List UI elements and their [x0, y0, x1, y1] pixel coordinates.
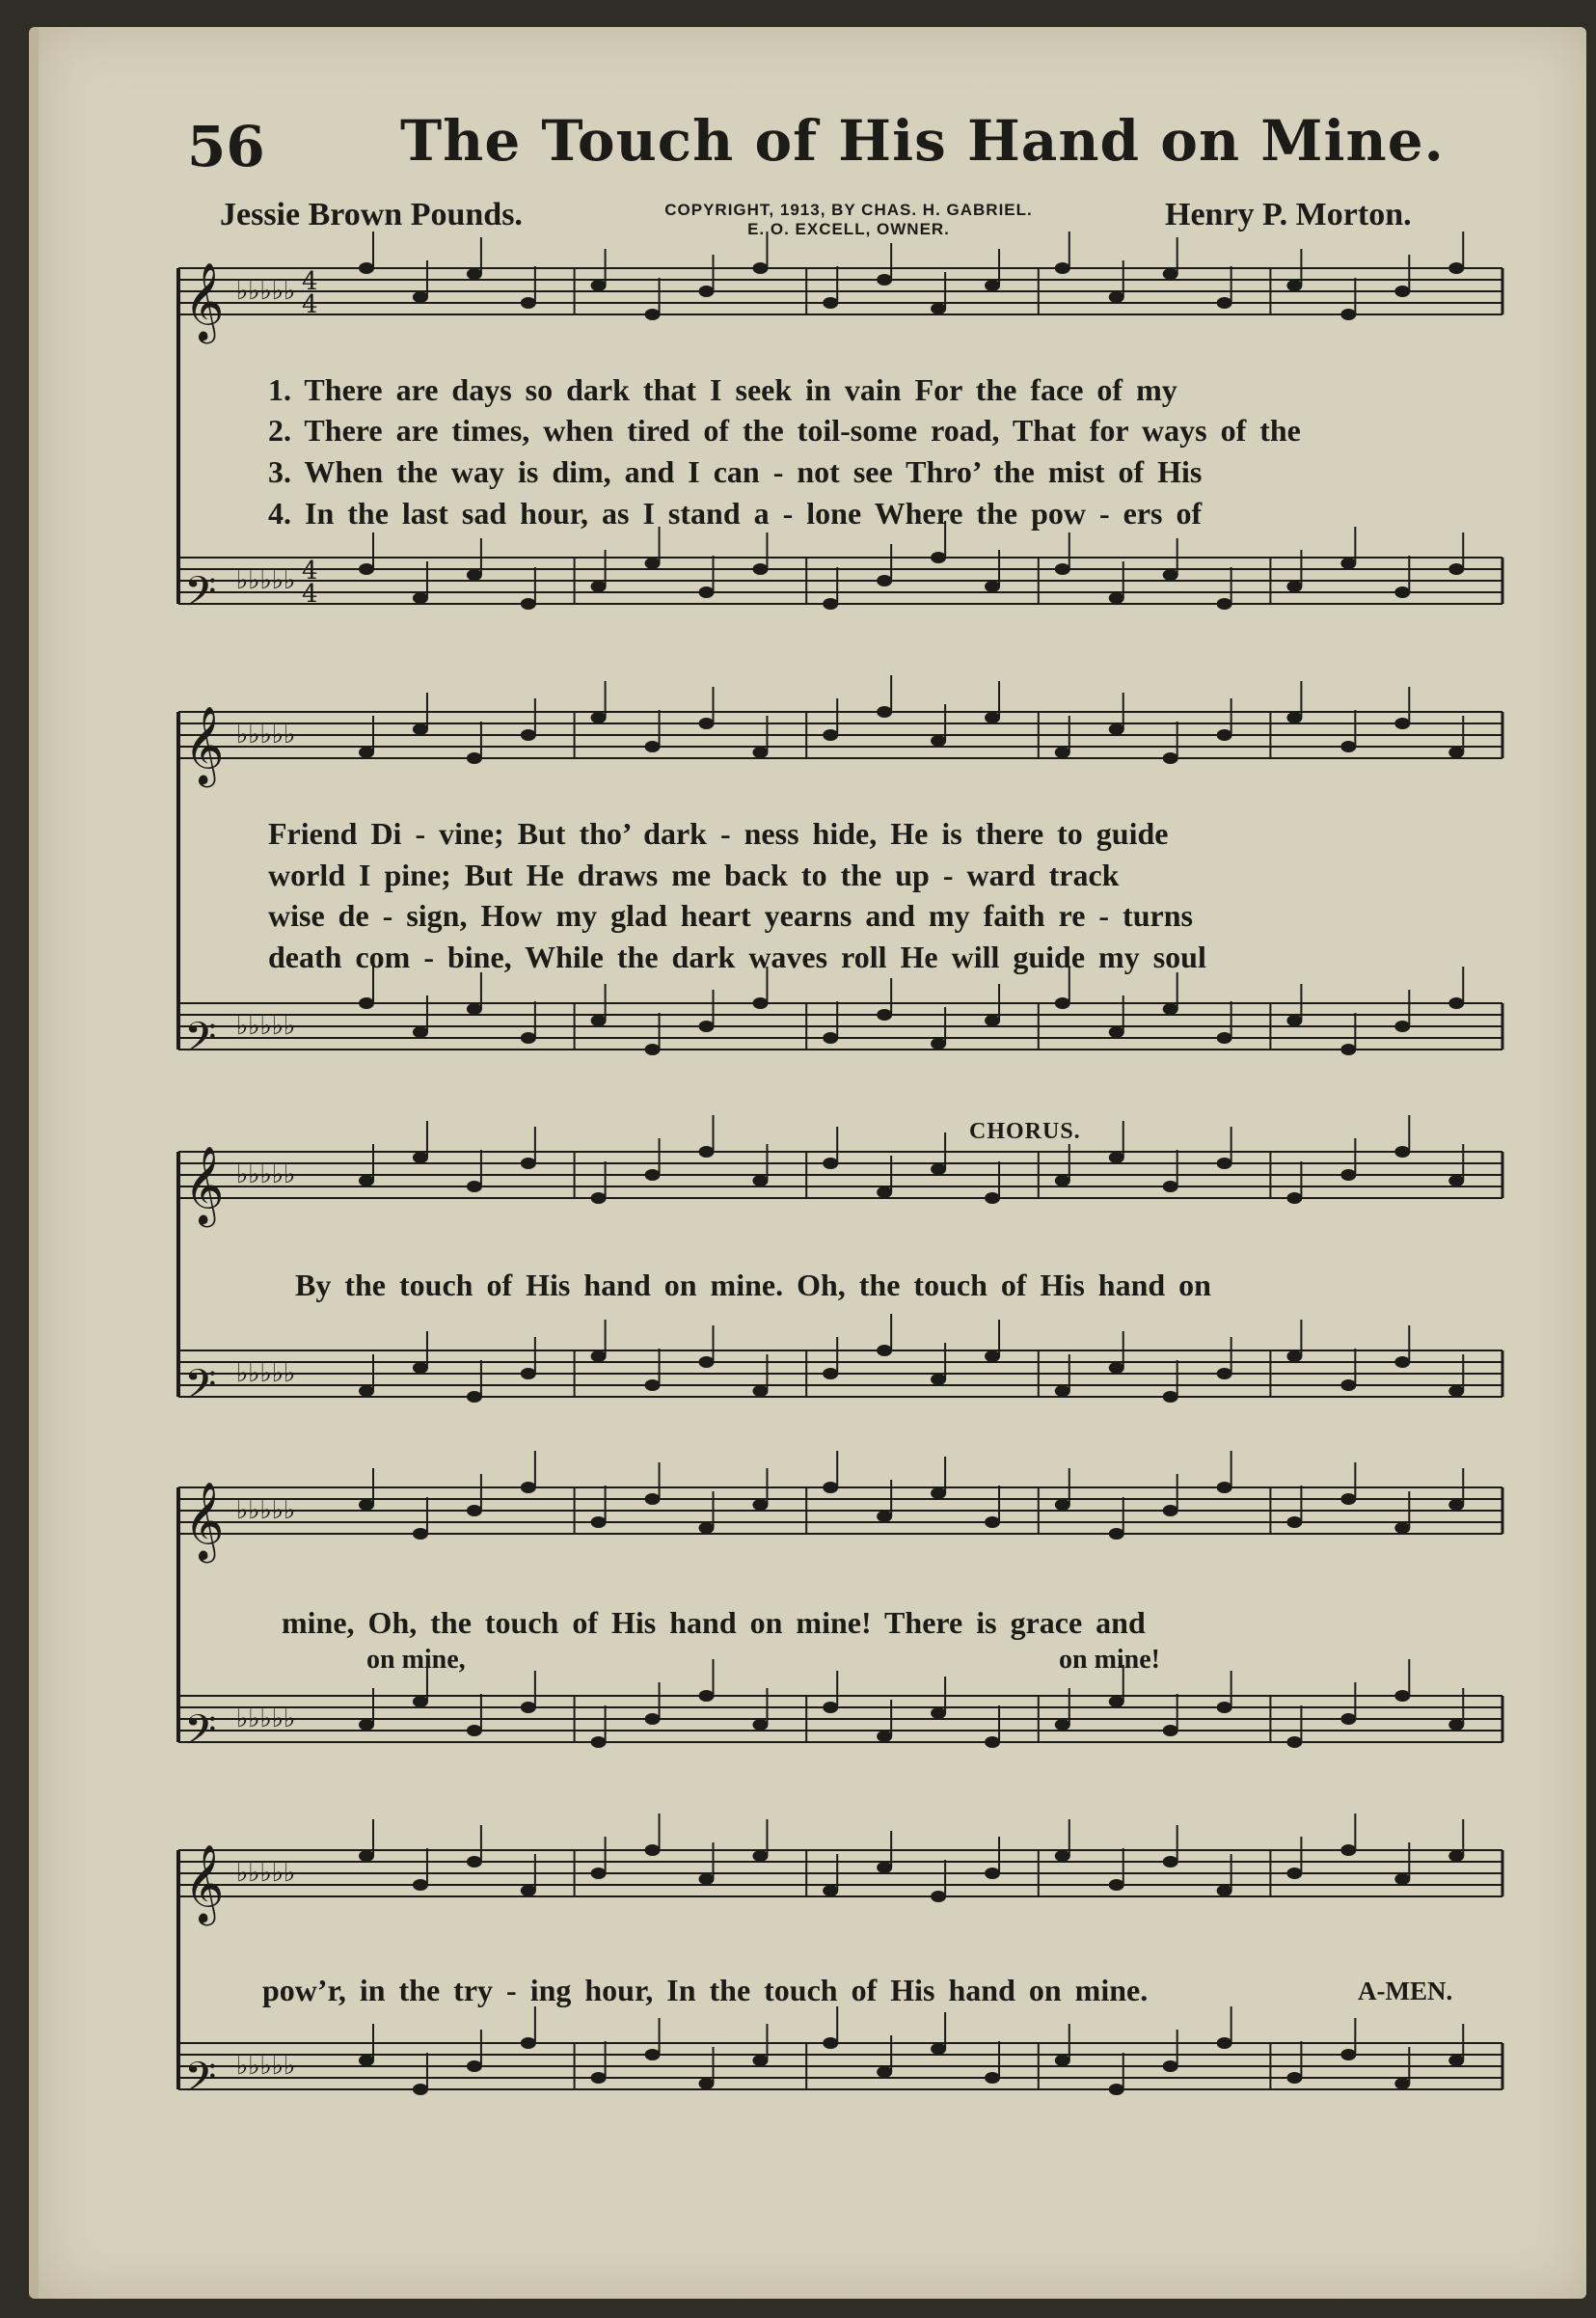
note-head: [521, 1482, 536, 1493]
note-head: [1394, 286, 1410, 297]
treble-clef-icon: 𝄞: [184, 1145, 225, 1224]
note-head: [931, 735, 946, 747]
note-head: [931, 552, 946, 563]
note-head: [521, 1032, 536, 1044]
note-head: [1340, 1493, 1356, 1505]
note-head: [1286, 280, 1302, 291]
bass-clef-icon: 𝄢: [184, 2054, 217, 2112]
time-signature-bottom: 4: [302, 290, 318, 319]
note-head: [1109, 1362, 1124, 1374]
note-head: [1340, 1044, 1356, 1055]
note-head: [1394, 1021, 1410, 1032]
hymn-number: 56: [187, 114, 265, 179]
note-head: [985, 581, 1000, 592]
note-head: [1055, 563, 1070, 575]
key-signature-icon: ♭♭♭♭♭: [236, 277, 296, 306]
verse-4-line-2: death com - bine, While the dark waves roll He will guide my soul: [268, 940, 1206, 974]
note-head: [467, 2060, 482, 2072]
note-head: [413, 1528, 428, 1540]
note-head: [359, 563, 374, 575]
note-head: [1163, 1505, 1178, 1516]
note-head: [699, 1873, 715, 1885]
hymn-title: The Touch of His Hand on Mine.: [400, 108, 1445, 174]
note-head: [1448, 1385, 1464, 1397]
note-head: [1055, 1499, 1070, 1511]
note-head: [752, 997, 768, 1009]
alto-echo-1: on mine,: [366, 1645, 466, 1675]
note-head: [645, 1379, 661, 1391]
note-head: [413, 1879, 428, 1891]
note-head: [877, 2066, 892, 2078]
note-head: [1163, 1181, 1178, 1192]
note-head: [413, 2084, 428, 2095]
note-head: [591, 581, 607, 592]
note-head: [1394, 1356, 1410, 1368]
note-head: [1163, 569, 1178, 581]
key-signature-icon: ♭♭♭♭♭: [236, 1496, 296, 1525]
note-head: [823, 1158, 838, 1169]
note-head: [699, 286, 715, 297]
note-head: [823, 1885, 838, 1896]
chorus-label: CHORUS.: [969, 1119, 1081, 1144]
note-head: [1217, 729, 1232, 741]
treble-clef-icon: 𝄞: [184, 1481, 225, 1560]
note-head: [931, 1487, 946, 1499]
note-head: [645, 2049, 661, 2060]
note-head: [521, 598, 536, 610]
note-head: [1286, 581, 1302, 592]
treble-clef-icon: 𝄞: [184, 261, 225, 341]
note-head: [1448, 262, 1464, 274]
note-head: [521, 2037, 536, 2049]
note-head: [591, 1192, 607, 1204]
note-head: [931, 1038, 946, 1050]
note-head: [1109, 2084, 1124, 2095]
note-head: [877, 575, 892, 586]
note-head: [1394, 1690, 1410, 1702]
note-head: [1163, 268, 1178, 280]
note-head: [359, 997, 374, 1009]
note-head: [467, 752, 482, 764]
note-head: [467, 1181, 482, 1192]
note-head: [1163, 1003, 1178, 1015]
note-head: [1217, 1368, 1232, 1379]
chorus-line-3: pow’r, in the try - ing hour, In the touch of His hand on mine.: [262, 1973, 1149, 2007]
note-head: [752, 1385, 768, 1397]
note-head: [1448, 1499, 1464, 1511]
note-head: [1109, 1026, 1124, 1038]
verse-1-line-1: 1. There are days so dark that I seek in vain For the face of my: [268, 372, 1177, 407]
note-head: [1217, 1158, 1232, 1169]
note-head: [359, 262, 374, 274]
note-head: [359, 2055, 374, 2066]
note-head: [645, 1493, 661, 1505]
note-head: [413, 592, 428, 604]
time-signature-top: 4: [302, 267, 318, 296]
copyright-line-2: E. O. EXCELL, OWNER.: [747, 220, 950, 238]
note-head: [877, 1731, 892, 1742]
treble-clef-icon: 𝄞: [184, 705, 225, 784]
note-head: [1340, 558, 1356, 569]
note-head: [1217, 1885, 1232, 1896]
key-signature-icon: ♭♭♭♭♭: [236, 721, 296, 750]
verse-1-line-2: Friend Di - vine; But tho’ dark - ness hide, He is there to guide: [268, 816, 1169, 851]
note-head: [413, 291, 428, 303]
note-head: [1340, 1169, 1356, 1181]
note-head: [699, 718, 715, 729]
note-head: [699, 1356, 715, 1368]
note-head: [931, 303, 946, 314]
note-head: [985, 1868, 1000, 1879]
note-head: [877, 1009, 892, 1021]
note-head: [1109, 291, 1124, 303]
note-head: [877, 274, 892, 286]
note-head: [823, 1032, 838, 1044]
note-head: [467, 268, 482, 280]
note-head: [699, 586, 715, 598]
note-head: [1109, 1528, 1124, 1540]
note-head: [931, 1707, 946, 1719]
alto-echo-2: on mine!: [1059, 1645, 1160, 1675]
time-signature-top: 4: [302, 557, 318, 586]
note-head: [1055, 1385, 1070, 1397]
note-head: [1286, 1516, 1302, 1528]
note-head: [467, 1391, 482, 1403]
note-head: [931, 1891, 946, 1902]
note-head: [591, 1736, 607, 1748]
note-head: [1217, 1702, 1232, 1713]
note-head: [591, 1868, 607, 1879]
note-head: [645, 558, 661, 569]
note-head: [1340, 1844, 1356, 1856]
note-head: [1286, 712, 1302, 723]
note-head: [985, 2072, 1000, 2084]
note-head: [1448, 1850, 1464, 1862]
note-head: [413, 1152, 428, 1163]
note-head: [1340, 741, 1356, 752]
note-head: [467, 1725, 482, 1736]
note-head: [1340, 309, 1356, 320]
verse-3-line-2: wise de - sign, How my glad heart yearns and my faith re - turns: [268, 898, 1193, 933]
note-head: [645, 1044, 661, 1055]
note-head: [752, 1499, 768, 1511]
note-head: [823, 1482, 838, 1493]
note-head: [1163, 1725, 1178, 1736]
note-head: [1340, 2049, 1356, 2060]
note-head: [699, 2078, 715, 2089]
note-head: [591, 712, 607, 723]
key-signature-icon: ♭♭♭♭♭: [236, 1160, 296, 1189]
bass-clef-icon: 𝄢: [184, 1706, 217, 1764]
note-head: [823, 598, 838, 610]
note-head: [985, 1192, 1000, 1204]
note-head: [752, 1719, 768, 1731]
note-head: [1448, 563, 1464, 575]
note-head: [823, 1702, 838, 1713]
note-head: [1055, 747, 1070, 758]
note-head: [931, 2043, 946, 2055]
note-head: [1286, 1192, 1302, 1204]
note-head: [359, 1175, 374, 1186]
note-head: [823, 1368, 838, 1379]
verse-2-line-2: world I pine; But He draws me back to the up - ward track: [268, 858, 1120, 892]
note-head: [591, 2072, 607, 2084]
note-head: [823, 729, 838, 741]
bass-clef-icon: 𝄢: [184, 1014, 217, 1072]
time-signature-bottom: 4: [302, 580, 318, 609]
note-head: [1109, 592, 1124, 604]
note-head: [591, 1015, 607, 1026]
note-head: [752, 1175, 768, 1186]
note-head: [1055, 1175, 1070, 1186]
note-head: [752, 1850, 768, 1862]
note-head: [359, 1850, 374, 1862]
key-signature-icon: ♭♭♭♭♭: [236, 2052, 296, 2081]
note-head: [645, 309, 661, 320]
bass-clef-icon: 𝄢: [184, 568, 217, 626]
note-head: [1163, 1856, 1178, 1868]
verse-3-line-1: 3. When the way is dim, and I can - not see Thro’ the mist of His: [268, 454, 1203, 489]
note-head: [645, 741, 661, 752]
note-head: [1286, 1015, 1302, 1026]
note-head: [1394, 1146, 1410, 1158]
note-head: [1055, 997, 1070, 1009]
chorus-line-1: By the touch of His hand on mine. Oh, the touch of His hand on: [295, 1268, 1211, 1302]
verse-2-line-1: 2. There are times, when tired of the toil-some road, That for ways of the: [268, 413, 1301, 448]
note-head: [1055, 1850, 1070, 1862]
note-head: [413, 1026, 428, 1038]
note-head: [467, 1505, 482, 1516]
note-head: [467, 1003, 482, 1015]
note-head: [1217, 2037, 1232, 2049]
note-head: [413, 1696, 428, 1707]
note-head: [521, 1368, 536, 1379]
note-head: [985, 712, 1000, 723]
note-head: [1109, 1879, 1124, 1891]
note-head: [1163, 752, 1178, 764]
chorus-line-2: mine, Oh, the touch of His hand on mine! There is grace and: [282, 1605, 1146, 1640]
note-head: [359, 1385, 374, 1397]
note-head: [877, 1345, 892, 1356]
note-head: [645, 1713, 661, 1725]
note-head: [359, 1719, 374, 1731]
note-head: [1448, 997, 1464, 1009]
note-head: [1448, 2055, 1464, 2066]
note-head: [591, 1516, 607, 1528]
note-head: [1394, 718, 1410, 729]
note-head: [877, 1862, 892, 1873]
key-signature-icon: ♭♭♭♭♭: [236, 1859, 296, 1888]
note-head: [521, 1885, 536, 1896]
note-head: [1163, 2060, 1178, 2072]
note-head: [359, 1499, 374, 1511]
note-head: [467, 569, 482, 581]
note-head: [823, 297, 838, 309]
copyright-line-1: COPYRIGHT, 1913, BY CHAS. H. GABRIEL.: [664, 201, 1033, 219]
note-head: [1217, 1032, 1232, 1044]
key-signature-icon: ♭♭♭♭♭: [236, 566, 296, 595]
note-head: [591, 1350, 607, 1362]
amen: A-MEN.: [1358, 1977, 1453, 2005]
note-head: [699, 1522, 715, 1534]
note-head: [467, 1856, 482, 1868]
note-head: [823, 2037, 838, 2049]
note-head: [699, 1021, 715, 1032]
staff-lines: [178, 268, 1502, 2089]
note-head: [752, 2055, 768, 2066]
note-head: [1394, 2078, 1410, 2089]
treble-clef-icon: 𝄞: [184, 1843, 225, 1923]
note-head: [1217, 598, 1232, 610]
note-head: [1286, 1350, 1302, 1362]
note-head: [521, 729, 536, 741]
note-head: [1448, 1719, 1464, 1731]
note-head: [1340, 1713, 1356, 1725]
bass-clef-icon: 𝄢: [184, 1361, 217, 1419]
note-head: [1109, 723, 1124, 735]
key-signature-icon: ♭♭♭♭♭: [236, 1704, 296, 1733]
note-head: [1217, 297, 1232, 309]
note-head: [1217, 1482, 1232, 1493]
note-head: [752, 262, 768, 274]
note-head: [752, 563, 768, 575]
note-head: [1286, 1736, 1302, 1748]
note-head: [591, 280, 607, 291]
note-head: [985, 1350, 1000, 1362]
note-head: [931, 1374, 946, 1385]
key-signature-icon: ♭♭♭♭♭: [236, 1359, 296, 1388]
note-head: [1286, 1868, 1302, 1879]
note-head: [1394, 586, 1410, 598]
note-head: [359, 747, 374, 758]
note-head: [1394, 1522, 1410, 1534]
note-head: [931, 1163, 946, 1175]
note-head: [1163, 1391, 1178, 1403]
note-head: [699, 1146, 715, 1158]
note-head: [985, 280, 1000, 291]
note-head: [877, 1511, 892, 1522]
note-head: [645, 1169, 661, 1181]
note-head: [699, 1690, 715, 1702]
lyricist: Jessie Brown Pounds.: [220, 197, 523, 232]
note-head: [521, 1158, 536, 1169]
note-head: [1394, 1873, 1410, 1885]
note-head: [985, 1736, 1000, 1748]
note-head: [521, 297, 536, 309]
note-head: [1055, 262, 1070, 274]
note-head: [985, 1516, 1000, 1528]
note-head: [1448, 747, 1464, 758]
note-head: [1286, 2072, 1302, 2084]
note-head: [413, 723, 428, 735]
key-signature-icon: ♭♭♭♭♭: [236, 1012, 296, 1041]
note-head: [877, 1186, 892, 1198]
note-head: [1109, 1152, 1124, 1163]
note-head: [1055, 1719, 1070, 1731]
verse-4-line-1: 4. In the last sad hour, as I stand a - lone Where the pow - ers of: [268, 496, 1203, 531]
note-head: [877, 706, 892, 718]
note-head: [413, 1362, 428, 1374]
note-head: [1448, 1175, 1464, 1186]
note-head: [521, 1702, 536, 1713]
note-head: [752, 747, 768, 758]
note-head: [1340, 1379, 1356, 1391]
composer: Henry P. Morton.: [1165, 197, 1412, 232]
note-head: [1055, 2055, 1070, 2066]
note-head: [985, 1015, 1000, 1026]
note-head: [645, 1844, 661, 1856]
note-head: [1109, 1696, 1124, 1707]
